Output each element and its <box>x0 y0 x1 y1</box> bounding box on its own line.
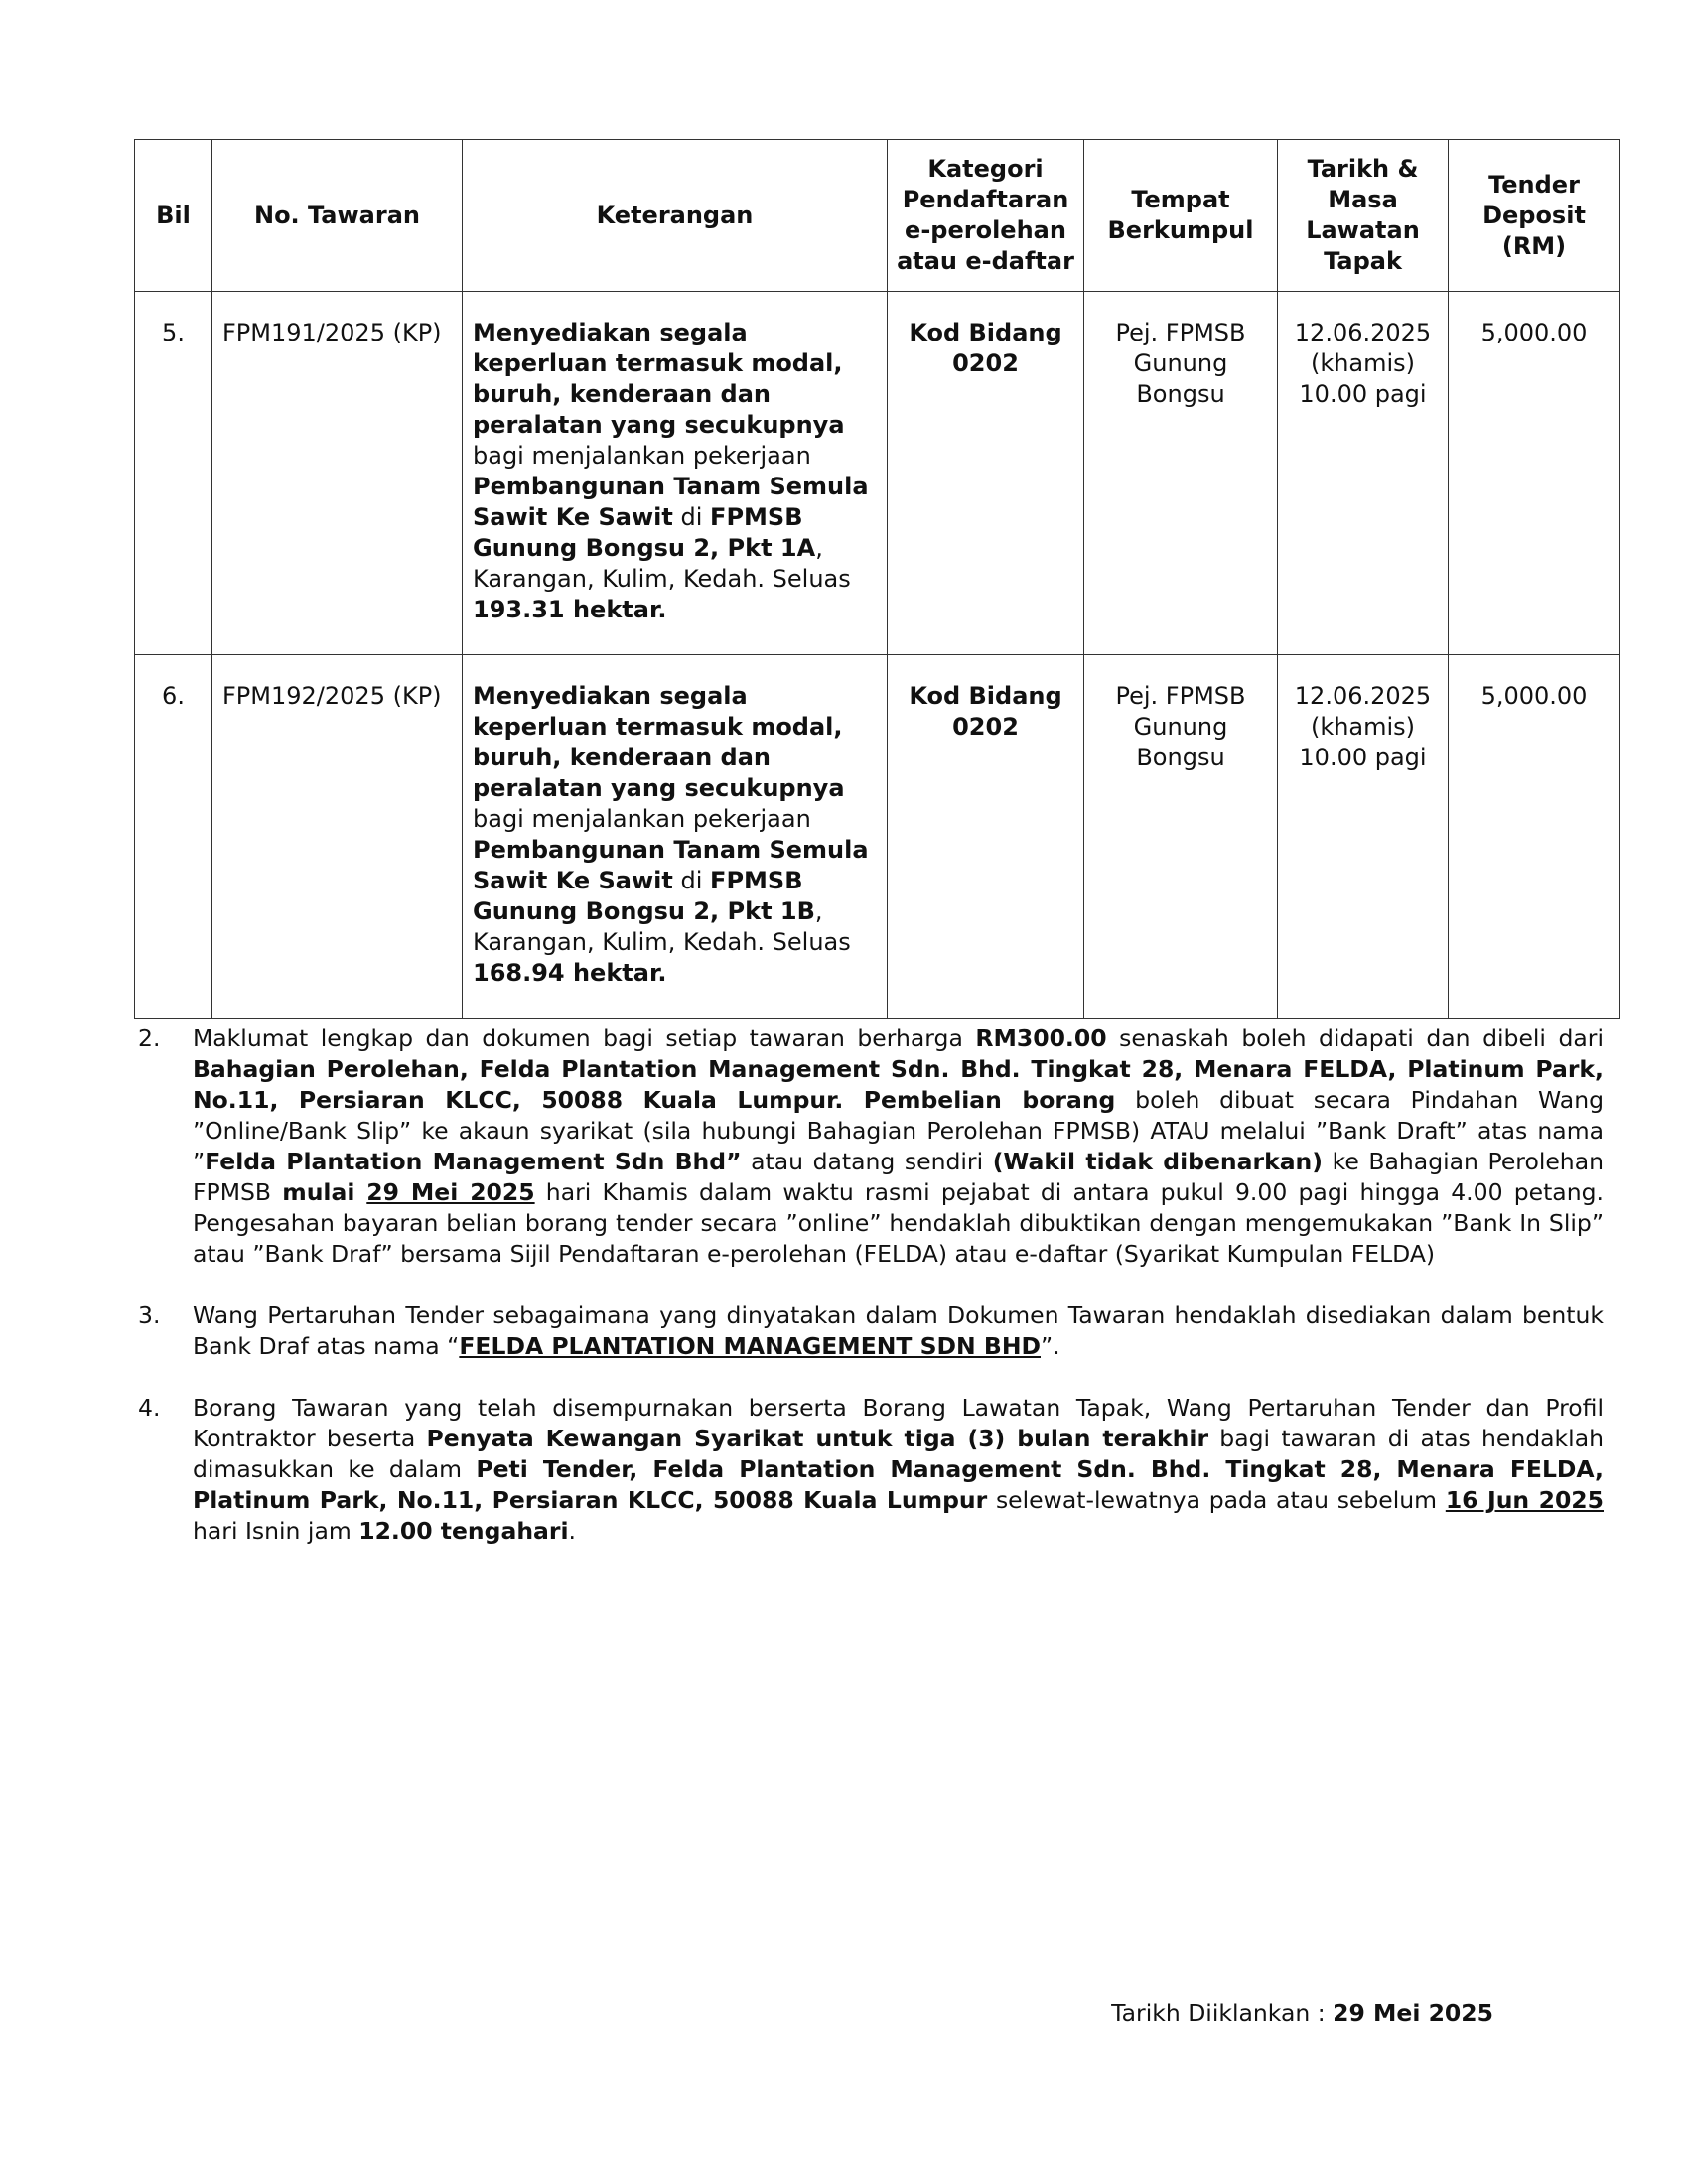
note-text-run: mulai <box>282 1178 367 1206</box>
ket-text: bagi menjalankan pekerjaan <box>473 805 811 833</box>
note-text-run: Borang Tawaran yang telah disempurnakan berserta Borang Lawatan Tapak, Wang Pertaruhan Tender dan Profil Kontraktor beserta <box>193 1394 1604 1452</box>
note-item <box>134 1300 1604 1362</box>
note-text-run: boleh dibuat secara Pindahan Wang ”Online/Bank Slip” ke akaun syarikat (sila hubungi Bahagian Perolehan FPMSB) ATAU melalui ”Bank Draft” atas nama ” <box>193 1086 1605 1175</box>
cell-keterangan <box>463 292 888 655</box>
note-item <box>134 1393 1604 1547</box>
header-keterangan: Keterangan <box>463 140 888 292</box>
note-text-run: . <box>568 1517 577 1545</box>
cell-tempat: Pej. FPMSB Gunung Bongsu <box>1084 292 1278 655</box>
table-header-row <box>135 140 1620 292</box>
ket-text: Pembangunan Tanam Semula Sawit Ke Sawit <box>473 836 869 894</box>
note-number: 4. <box>138 1394 161 1422</box>
header-no-tawaran: No. Tawaran <box>212 140 463 292</box>
note-text-run: Wang Pertaruhan Tender sebagaimana yang dinyatakan dalam Dokumen Tawaran hendaklah disediakan dalam bentuk Bank Draf atas nama “ <box>193 1301 1604 1360</box>
note-number: 3. <box>138 1301 161 1329</box>
notes-list <box>134 1024 1604 1577</box>
note-text-run: ke Bahagian Perolehan FPMSB <box>193 1148 1604 1206</box>
note-text-run: Peti Tender, Felda Plantation Management Sdn. Bhd. Tingkat 28, Menara FELDA, Platinum Park, No.11, Persiaran KLCC, 50088 Kuala Lumpur <box>193 1455 1604 1514</box>
note-text-run: RM300.00 <box>975 1024 1107 1052</box>
note-text-run: hari Isnin jam <box>193 1517 359 1545</box>
note-text-run: Bahagian Perolehan, Felda Plantation Management Sdn. Bhd. Tingkat 28, Menara FELDA, Platinum Park, No.11, Persiaran KLCC, 50088 Kuala Lumpur. Pembelian borang <box>193 1055 1604 1114</box>
table-row <box>135 292 1620 655</box>
note-text <box>193 1024 1604 1270</box>
header-deposit: Tender Deposit (RM) <box>1449 140 1620 292</box>
advertised-date <box>1111 1998 1493 2029</box>
ket-text: 193.31 hektar. <box>473 596 667 623</box>
ket-text: di <box>672 503 711 531</box>
advertised-date-value: 29 Mei 2025 <box>1333 1999 1493 2027</box>
note-text <box>193 1300 1604 1362</box>
note-text <box>193 1393 1604 1547</box>
cell-tarikh: 12.06.2025 (khamis) 10.00 pagi <box>1278 655 1449 1019</box>
cell-kategori: Kod Bidang 0202 <box>888 292 1084 655</box>
ket-text: Menyediakan segala keperluan termasuk modal, buruh, kenderaan dan peralatan yang secukupnya <box>473 682 845 802</box>
cell-tarikh: 12.06.2025 (khamis) 10.00 pagi <box>1278 292 1449 655</box>
cell-no-tawaran: FPM192/2025 (KP) <box>212 655 463 1019</box>
note-text-run: hari Khamis dalam waktu rasmi pejabat di antara pukul 9.00 pagi hingga 4.00 petang. Pengesahan bayaran belian borang tender secara ”online” hendaklah dibuktikan dengan mengemukakan ”Bank In Slip” atau ”Bank Draf” bersama Sijil Pendaftaran e-perolehan (FELDA) atau e-daftar (Syarikat Kumpulan FELDA) <box>193 1178 1604 1268</box>
ket-text: 168.94 hektar. <box>473 959 667 987</box>
cell-deposit: 5,000.00 <box>1449 292 1620 655</box>
ket-text: FPMSB Gunung Bongsu 2, Pkt 1A <box>473 503 816 562</box>
note-text-run: senaskah boleh didapati dan dibeli dari <box>1106 1024 1604 1052</box>
note-text-run: Felda Plantation Management Sdn Bhd” <box>205 1148 742 1175</box>
header-tarikh: Tarikh & Masa Lawatan Tapak <box>1278 140 1449 292</box>
note-item <box>134 1024 1604 1270</box>
note-text-run: (Wakil tidak dibenarkan) <box>992 1148 1324 1175</box>
advertised-date-label: Tarikh Diiklankan : <box>1111 1999 1334 2027</box>
note-text-run: atau datang sendiri <box>741 1148 993 1175</box>
table-row <box>135 655 1620 1019</box>
cell-keterangan <box>463 655 888 1019</box>
tender-table <box>134 139 1620 1019</box>
ket-text: , Karangan, Kulim, Kedah. Seluas <box>473 534 851 593</box>
note-text-run: ”. <box>1041 1332 1060 1360</box>
header-kategori: Kategori Pendaftaran e-perolehan atau e-daftar <box>888 140 1084 292</box>
note-text-run: 12.00 tengahari <box>358 1517 569 1545</box>
cell-no-tawaran: FPM191/2025 (KP) <box>212 292 463 655</box>
ket-text: Menyediakan segala keperluan termasuk modal, buruh, kenderaan dan peralatan yang secukupnya <box>473 319 845 439</box>
note-text-run: Penyata Kewangan Syarikat untuk tiga (3) bulan terakhir <box>426 1425 1209 1452</box>
cell-bil: 6. <box>135 655 212 1019</box>
ket-text: di <box>672 867 711 894</box>
ket-text: Pembangunan Tanam Semula Sawit Ke Sawit <box>473 473 869 531</box>
note-text-run: 29 Mei 2025 <box>366 1178 535 1206</box>
cell-tempat: Pej. FPMSB Gunung Bongsu <box>1084 655 1278 1019</box>
note-text-run: selewat-lewatnya pada atau sebelum <box>987 1486 1446 1514</box>
note-number: 2. <box>138 1024 161 1052</box>
ket-text: FPMSB Gunung Bongsu 2, Pkt 1B <box>473 867 815 925</box>
cell-deposit: 5,000.00 <box>1449 655 1620 1019</box>
ket-text: , Karangan, Kulim, Kedah. Seluas <box>473 897 851 956</box>
note-text-run: bagi tawaran di atas hendaklah dimasukkan ke dalam <box>193 1425 1604 1483</box>
note-text-run: 16 Jun 2025 <box>1445 1486 1604 1514</box>
header-bil: Bil <box>135 140 212 292</box>
ket-text: bagi menjalankan pekerjaan <box>473 442 811 470</box>
cell-bil: 5. <box>135 292 212 655</box>
cell-kategori: Kod Bidang 0202 <box>888 655 1084 1019</box>
note-text-run: FELDA PLANTATION MANAGEMENT SDN BHD <box>459 1332 1041 1360</box>
header-tempat: Tempat Berkumpul <box>1084 140 1278 292</box>
note-text-run: Maklumat lengkap dan dokumen bagi setiap tawaran berharga <box>193 1024 976 1052</box>
